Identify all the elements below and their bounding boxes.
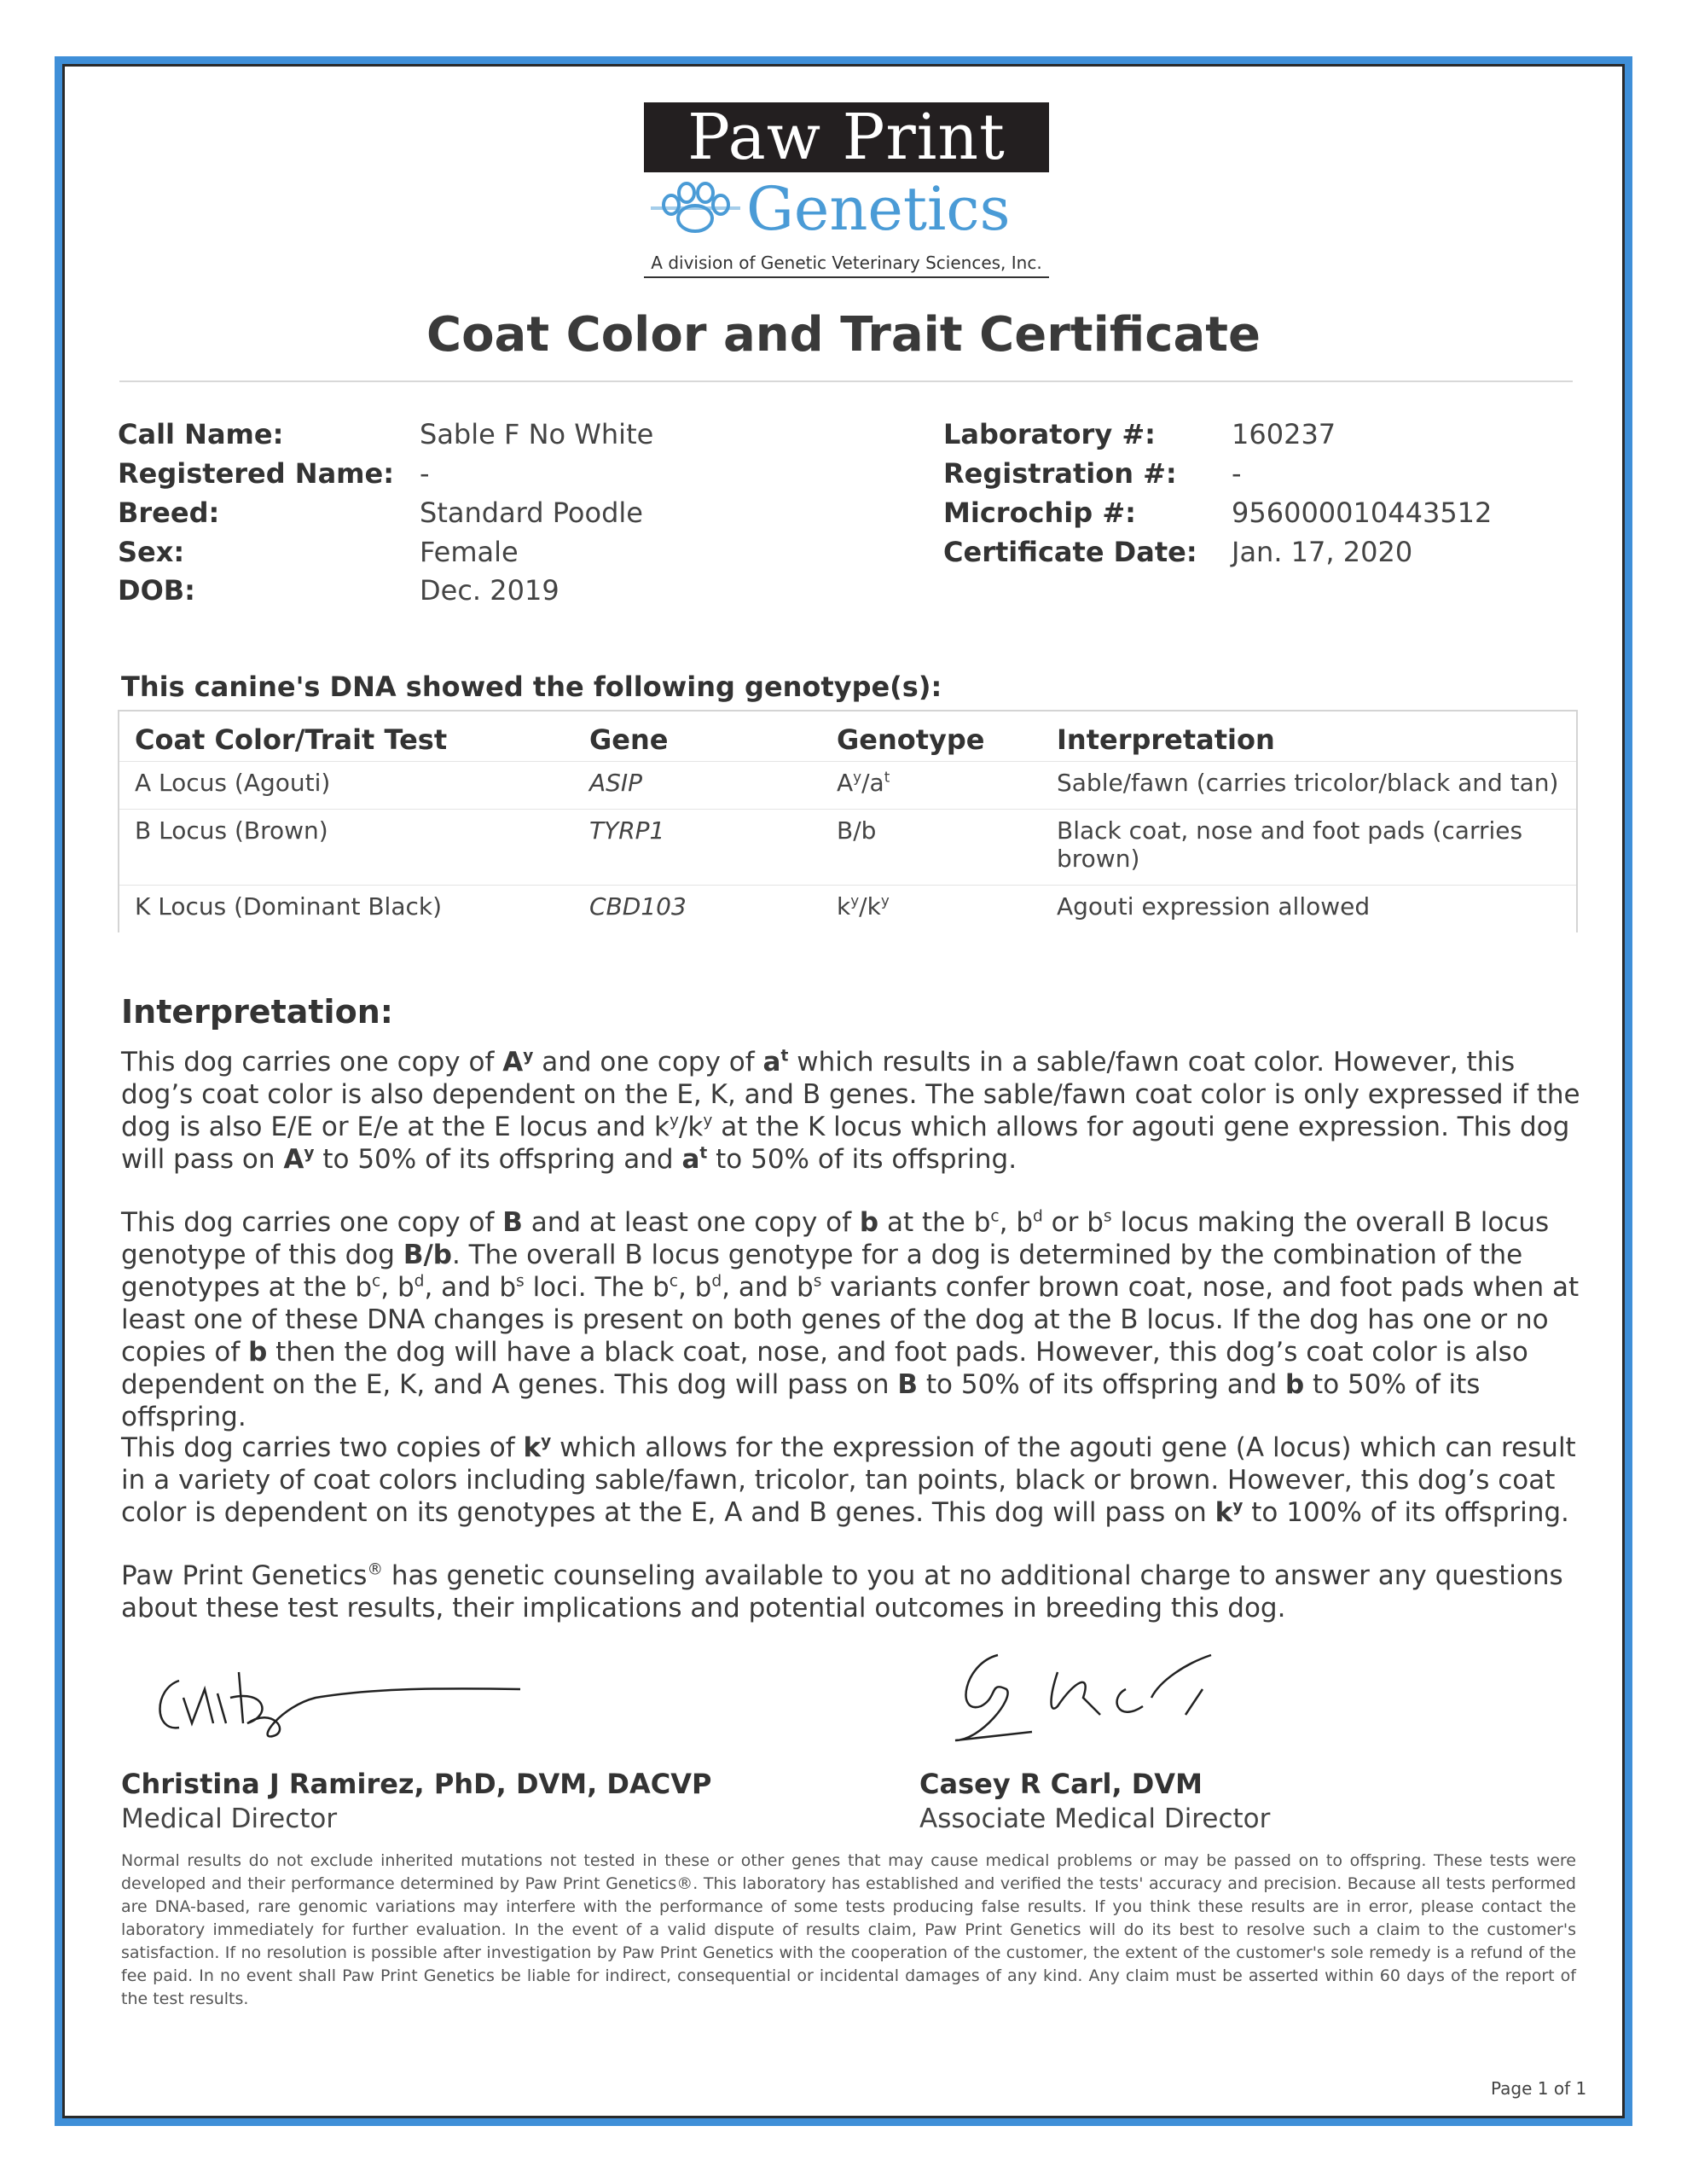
dna-heading: This canine's DNA showed the following genotype(s): bbox=[121, 671, 942, 703]
right-signatory-name: Casey R Carl, DVM bbox=[919, 1768, 1203, 1800]
registered-name-value: - bbox=[420, 457, 430, 490]
interpretation-cell: Sable/fawn (carries tricolor/black and tan) bbox=[1041, 762, 1577, 810]
table-row bbox=[119, 810, 1577, 886]
laboratory-value: 160237 bbox=[1232, 418, 1336, 450]
column-header: Genotype bbox=[837, 723, 985, 756]
interpretation-paragraph-b-locus: This dog carries one copy of B and at least one copy of b at the $b^c$, $b^d$ or $b^s$ locus making the overall B locus genotype of this dog B/b. The overall B locus genotype for a dog is determined by the combination of the genotypes at the $b^c$, $b^d$, and $b^s$ loci. The $b^c$, $b^d$, and $b^s$ variants confer brown coat, nose, and foot pads when at least one of these DNA changes is present on both genes of the dog at the B locus. If the dog has one or no copies of b then the dog will have a black coat, nose, and foot pads. However, this dog’s coat color is also dependent on the E, K, and A genes. This dog will pass on B to 50% of its offspring and b to 50% of its offspring. bbox=[121, 1207, 1580, 1432]
interpretation-cell: Black coat, nose and foot pads (carries brown) bbox=[1041, 810, 1577, 886]
title-divider bbox=[119, 380, 1573, 382]
logo-genetics-text: Genetics bbox=[746, 174, 1011, 244]
dob-label: DOB: bbox=[118, 574, 195, 607]
certificate-title: Coat Color and Trait Certificate bbox=[426, 307, 1261, 363]
counseling-paragraph: Paw Print Genetics® has genetic counseling available to you at no additional charge to answer any questions about these test results, their implications and potential outcomes in breeding this dog. bbox=[121, 1560, 1563, 1623]
genotype-cell: B/b bbox=[821, 810, 1041, 886]
logo-top-text: Paw Print bbox=[644, 102, 1049, 172]
paw-print-genetics-logo bbox=[644, 102, 1049, 277]
registration-label: Registration #: bbox=[943, 457, 1177, 490]
registered-name-label: Registered Name: bbox=[118, 457, 395, 490]
page-number: Page 1 of 1 bbox=[1491, 2078, 1587, 2099]
column-header: Gene bbox=[589, 723, 669, 756]
column-header: Interpretation bbox=[1057, 723, 1275, 756]
gene-cell: ASIP bbox=[574, 762, 821, 810]
sex-value: Female bbox=[420, 536, 519, 568]
gene-cell: TYRP1 bbox=[574, 810, 821, 886]
disclaimer-text: Normal results do not exclude inherited mutations not tested in these or other genes that may cause medical problems or may be passed on to offspring. These tests were developed and their performance determined by Paw Print Genetics®. This laboratory has established and verified the tests' accuracy and precision. Because all tests performed are DNA-based, rare genomic variations may interfere with the performance of some tests producing false results. If you think these results are in error, please contact the laboratory immediately for further evaluation. In the event of a valid dispute of results claim, Paw Print Genetics will do its best to resolve such a claim to the customer's satisfaction. If no resolution is possible after investigation by Paw Print Genetics with the cooperation of the customer, the extent of the customer's sole remedy is a refund of the fee paid. In no event shall Paw Print Genetics be liable for indirect, consequential or incidental damages of any kind. Any claim must be asserted within 60 days of the report of the test results. bbox=[121, 1851, 1576, 2008]
signature-carl bbox=[930, 1638, 1288, 1757]
left-signatory-name: Christina J Ramirez, PhD, DVM, DACVP bbox=[121, 1768, 712, 1800]
interpretation-paragraph-k-locus: This dog carries two copies of $k^y$ which allows for the expression of the agouti gene (A locus) which can result in a variety of coat colors including sable/fawn, tricolor, tan points, black or brown. However, this dog’s coat color is dependent on its genotypes at the E, A and B genes. This dog will pass on $k^y$ to 100% of its offspring. bbox=[121, 1432, 1576, 1528]
right-signatory-role: Associate Medical Director bbox=[919, 1804, 1271, 1834]
table-row bbox=[119, 762, 1577, 810]
call-name-label: Call Name: bbox=[118, 418, 284, 450]
registration-value: - bbox=[1232, 457, 1242, 490]
test-cell: K Locus (Dominant Black) bbox=[119, 886, 574, 933]
microchip-value: 956000010443512 bbox=[1232, 497, 1493, 529]
breed-value: Standard Poodle bbox=[420, 497, 643, 529]
test-cell: B Locus (Brown) bbox=[119, 810, 574, 886]
laboratory-label: Laboratory #: bbox=[943, 418, 1156, 450]
interpretation-cell: Agouti expression allowed bbox=[1041, 886, 1577, 933]
genotype-table bbox=[118, 710, 1578, 932]
logo-tagline: A division of Genetic Veterinary Sciences, Inc. bbox=[644, 253, 1049, 278]
certificate-date-label: Certificate Date: bbox=[943, 536, 1197, 568]
breed-label: Breed: bbox=[118, 497, 220, 529]
genotype-cell: $A^y/a^t$ bbox=[821, 762, 1041, 810]
test-cell: A Locus (Agouti) bbox=[119, 762, 574, 810]
interpretation-heading: Interpretation: bbox=[121, 993, 393, 1031]
sex-label: Sex: bbox=[118, 536, 185, 568]
call-name-value: Sable F No White bbox=[420, 418, 654, 450]
paw-icon bbox=[651, 181, 740, 236]
certificate-date-value: Jan. 17, 2020 bbox=[1232, 536, 1413, 568]
table-row bbox=[119, 886, 1577, 933]
column-header: Coat Color/Trait Test bbox=[135, 723, 448, 756]
signature-ramirez bbox=[145, 1655, 537, 1757]
microchip-label: Microchip #: bbox=[943, 497, 1136, 529]
left-signatory-role: Medical Director bbox=[121, 1804, 338, 1834]
genotype-cell: $k^y/k^y$ bbox=[821, 886, 1041, 933]
gene-cell: CBD103 bbox=[574, 886, 821, 933]
interpretation-paragraph-a-locus: This dog carries one copy of $A^y$ and one copy of $a^t$ which results in a sable/fawn coat color. However, this dog’s coat color is also dependent on the E, K, and B genes. The sable/fawn coat color is only expressed if the dog is also E/E or E/e at the E locus and $k^y/k^y$ at the K locus which allows for agouti gene expression. This dog will pass on $A^y$ to 50% of its offspring and $a^t$ to 50% of its offspring. bbox=[121, 1047, 1580, 1175]
dob-value: Dec. 2019 bbox=[420, 574, 559, 607]
table-header-row bbox=[119, 711, 1577, 762]
